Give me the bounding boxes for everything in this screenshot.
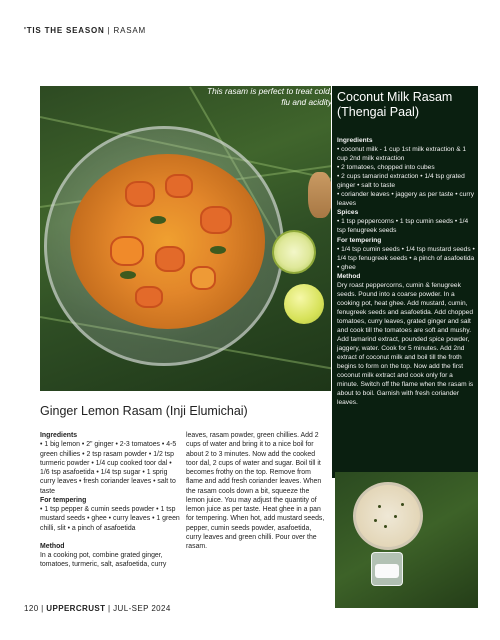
section-kicker (24, 26, 146, 35)
coconut-ingredient-item: • 2 tomatoes, chopped into cubes (337, 164, 435, 172)
ginger-recipe-column-1 (40, 431, 180, 570)
coconut-spices-heading: Spices (337, 209, 359, 217)
coconut-tempering: • 1/4 tsp cumin seeds • 1/4 tsp mustard seeds • 1/4 tsp fenugreek seeds • a pinch of asafoetida • ghee (337, 245, 475, 271)
salt (375, 564, 399, 578)
ginger-tempering: • 1 tsp pepper & cumin seeds powder • 1 tsp mustard seeds • ghee • curry leaves • 1 green chilli, slit • a pinch of asafoetida (40, 506, 180, 532)
magazine-name: UPPERCRUST (46, 604, 106, 613)
coconut-method-heading: Method (337, 272, 361, 280)
coconut-ingredients-heading: Ingredients (337, 137, 373, 144)
ginger-rasam-photo (40, 86, 331, 391)
ginger-recipe-column-2 (186, 431, 328, 551)
ginger-recipe-title: Ginger Lemon Rasam (Inji Elumichai) (40, 404, 248, 418)
lemon-slice (272, 230, 316, 274)
section-name: RASAM (113, 26, 146, 35)
page-footer (24, 604, 171, 613)
coconut-ingredient-item: • 2 cups tamarind extraction • 1/4 tsp grated ginger • salt to taste (337, 173, 465, 190)
ginger-method-heading: Method (40, 542, 65, 550)
coconut-rasam-photo (335, 472, 478, 608)
coconut-recipe-title: Coconut Milk Rasam (Thengai Paal) (337, 90, 453, 119)
ginger-ingredients-heading: Ingredients (40, 432, 78, 439)
coconut-spices: • 1 tsp peppercorns • 1 tsp cumin seeds • 1/4 tsp fenugreek seeds (337, 218, 469, 235)
coconut-recipe-body (337, 136, 475, 407)
issue-date: | JUL-SEP 2024 (105, 604, 171, 613)
coconut-method: Dry roast peppercorns, cumin & fenugreek seeds. Pound into a coarse powder. In a cooking pot, heat ghee. Add mustard, cumin, fenugreek seeds and asafoetida. Add chopped tomatoes, curry leaves, grated ginger and salt and cook till the tomatoes are soft and mushy. Add tamarind extract, pounded spice powder, jaggery, water. Cook for 5 minutes. Add 2nd extract of coconut milk and boil till the froth begins to form on the top. Now add the first coconut milk extract and cook only for a minute. Switch off the flame when the rasam is about to boil. Garnish with fresh coriander leaves. (337, 281, 474, 407)
section-label: 'TIS THE SEASON (24, 26, 105, 35)
coconut-ingredient-item: • coconut milk - 1 cup 1st milk extraction & 1 cup 2nd milk extraction (337, 146, 467, 163)
kicker-separator: | (104, 26, 114, 35)
ginger-method-part-1: In a cooking pot, combine grated ginger, tomatoes, turmeric, salt, asafoetida, curry (40, 552, 167, 569)
ginger-ingredients: • 1 big lemon • 2" ginger • 2-3 tomatoes • 4-5 green chillies • 2 tsp rasam powder • 1/2 tsp turmeric powder • 1/4 cup cooked toor dal • 1/6 tsp asafoetida • 1/4 tsp sugar • 1 sprig curry leaves • fresh coriander leaves • salt to taste (40, 441, 177, 495)
coconut-tempering-heading: For tempering (337, 236, 382, 244)
footer-separator: | (38, 604, 47, 613)
page-number: 120 (24, 604, 39, 613)
lemon (284, 284, 324, 324)
ginger-root (308, 172, 331, 218)
photo-caption: This rasam is perfect to treat cold, flu and acidity (207, 86, 332, 107)
ginger-method-part-2: leaves, rasam powder, green chillies. Add 2 cups of water and bring it to a nice boil for about 2 to 3 minutes. Now add the cooked toor dal, 2 cups of water and sugar. Boil till it becomes frothy on the top. Remove from flame and add fresh coriander leaves. When the rasam cools down a bit, squeeze the lemon juice. You may adjust the quantity of lemon juice as per taste. Heat ghee in a pan for tempering. When hot, add mustard seeds, pepper, cumin seeds powder, asafoetida, curry leaves and green chilli. Pour over the rasam. (186, 432, 325, 550)
ginger-tempering-heading: For tempering (40, 496, 87, 504)
coconut-rasam-bowl (353, 482, 423, 550)
coconut-ingredient-item: • coriander leaves • jaggery as per taste • curry leaves (337, 191, 475, 208)
